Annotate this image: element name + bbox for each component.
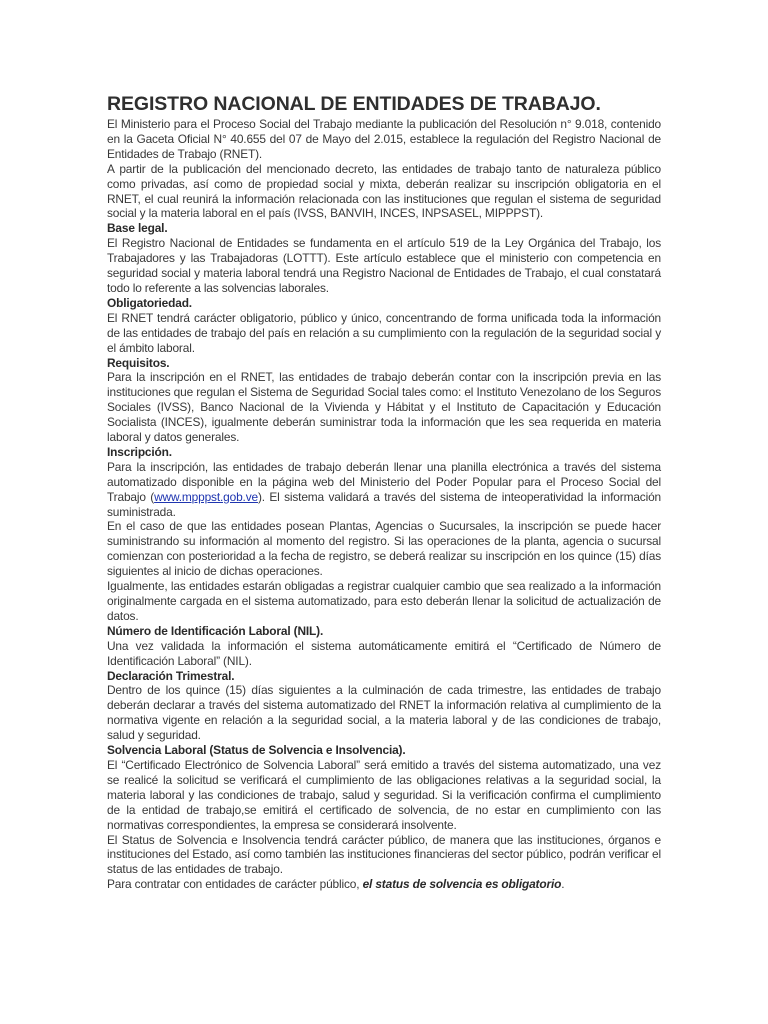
requisitos-heading: Requisitos. bbox=[107, 355, 170, 370]
intro-paragraph-1: El Ministerio para el Proceso Social del Trabajo mediante la publicación del Resolución n° 9.018, contenido en la Gaceta Oficial N° 40.655 del 07 de Mayo del 2.015, establece la regulación del Registro Nacional de Entidades de Trabajo (RNET). bbox=[107, 117, 661, 161]
base-legal-paragraph: El Registro Nacional de Entidades se fundamenta en el artículo 519 de la Ley Orgánica del Trabajo, los Trabajadores y las Trabajadoras (LOTTT). Este artículo establece que el ministerio con competencia en seguridad social y materia laboral tendrá una Registro Nacional de Entidades de Trabajo, el cual constatará todo lo referente a las solvencias laborales. bbox=[107, 236, 661, 295]
inscripcion-paragraph bbox=[107, 460, 661, 520]
ministry-website-link[interactable]: www.mpppst.gob.ve bbox=[154, 489, 258, 504]
base-legal-heading: Base legal. bbox=[107, 221, 168, 236]
closing-period: . bbox=[561, 877, 565, 892]
solvencia-heading: Solvencia Laboral (Status de Solvencia e Insolvencia). bbox=[107, 743, 406, 758]
closing-paragraph bbox=[107, 877, 661, 892]
nil-paragraph: Una vez validada la información el sistema automáticamente emitirá el “Certificado de Número de Identificación Laboral” (NIL). bbox=[107, 638, 661, 668]
inscripcion-paragraph-2: En el caso de que las entidades posean Plantas, Agencias o Sucursales, la inscripción se puede hacer suministrando su información al momento del registro. Si las operaciones de la planta, agencia o sucursal comienzan con posterioridad a la fecha de registro, se deberá realizar su inscripción en los quince (15) días siguientes al inicio de dichas operaciones. bbox=[107, 519, 661, 579]
obligatoriedad-paragraph: El RNET tendrá carácter obligatorio, público y único, concentrando de forma unificada toda la información de las entidades de trabajo del país en relación a su cumplimiento con la regulación de la seguridad social y el ámbito laboral. bbox=[107, 310, 661, 355]
declaracion-heading: Declaración Trimestral. bbox=[107, 668, 235, 683]
solvencia-paragraph: El “Certificado Electrónico de Solvencia Laboral” será emitido a través del sistema automatizado, una vez se realicé la solicitud se verificará el cumplimiento de las obligaciones relativas a la seguridad social, la materia laboral y las condiciones de trabajo, salud y seguridad. Si la verificación confirma el cumplimiento de la entidad de trabajo,se emitirá el certificado de solvencia, de no estar en cumplimiento con las normativas correspondientes, la empresa se considerará insolvente. bbox=[107, 757, 661, 832]
document-title: REGISTRO NACIONAL DE ENTIDADES DE TRABAJO. bbox=[107, 93, 601, 115]
inscripcion-paragraph-3: Igualmente, las entidades estarán obligadas a registrar cualquier cambio que sea realizado a la información originalmente cargada en el sistema automatizado, para esto deberán llenar la solicitud de actualización de datos. bbox=[107, 579, 661, 623]
solvencia-paragraph-2: El Status de Solvencia e Insolvencia tendrá carácter público, de manera que las instituciones, órganos e instituciones del Estado, así como también las instituciones financieras del sector público, podrán verificar el status de las entidades de trabajo. bbox=[107, 832, 661, 877]
obligatoriedad-heading: Obligatoriedad. bbox=[107, 295, 192, 310]
nil-heading: Número de Identificación Laboral (NIL). bbox=[107, 623, 324, 638]
closing-text: Para contratar con entidades de carácter público, bbox=[107, 877, 363, 892]
requisitos-paragraph: Para la inscripción en el RNET, las entidades de trabajo deberán contar con la inscripción previa en las instituciones que regulan el Sistema de Seguridad Social tales como: el Instituto Venezolano de los Seguros Sociales (IVSS), Banco Nacional de la Vivienda y Hábitat y el Instituto de Capacitación y Educación Socialista (INCES), igualmente deberán suministrar toda la información que les sea requerida en materia laboral y datos generales. bbox=[107, 370, 661, 445]
document-page bbox=[107, 92, 661, 892]
declaracion-paragraph: Dentro de los quince (15) días siguientes a la culminación de cada trimestre, las entidades de trabajo deberán declarar a través del sistema automatizado del RNET la información relativa al cumplimiento de la normativa vigente en relación a la seguridad social, a la materia laboral y de las condiciones de trabajo, salud y seguridad. bbox=[107, 683, 661, 743]
inscripcion-heading: Inscripción. bbox=[107, 444, 172, 459]
inscripcion-text-before-link: Para la inscripción, las entidades de trabajo deberán llenar una planilla electrónica a través del sistema automatizado disponible en la página web del Ministerio del Poder Popular para el Proceso Social del Trabajo ( bbox=[107, 459, 661, 504]
inscripcion-text-after-link: ). El sistema validará a través del sistema de inteoperatividad la información suministrada. bbox=[107, 489, 661, 519]
intro-paragraph-2: A partir de la publicación del mencionado decreto, las entidades de trabajo tanto de naturaleza público como privadas, así como de propiedad social y mixta, deberán realizar su inscripción obligatoria en el RNET, el cual reunirá la información relacionada con las instituciones que regulan el sistema de seguridad social y la materia laboral en el país (IVSS, BANVIH, INCES, INPSASEL, MIPPPST). bbox=[107, 161, 661, 221]
closing-emphasis: el status de solvencia es obligatorio bbox=[362, 877, 562, 892]
